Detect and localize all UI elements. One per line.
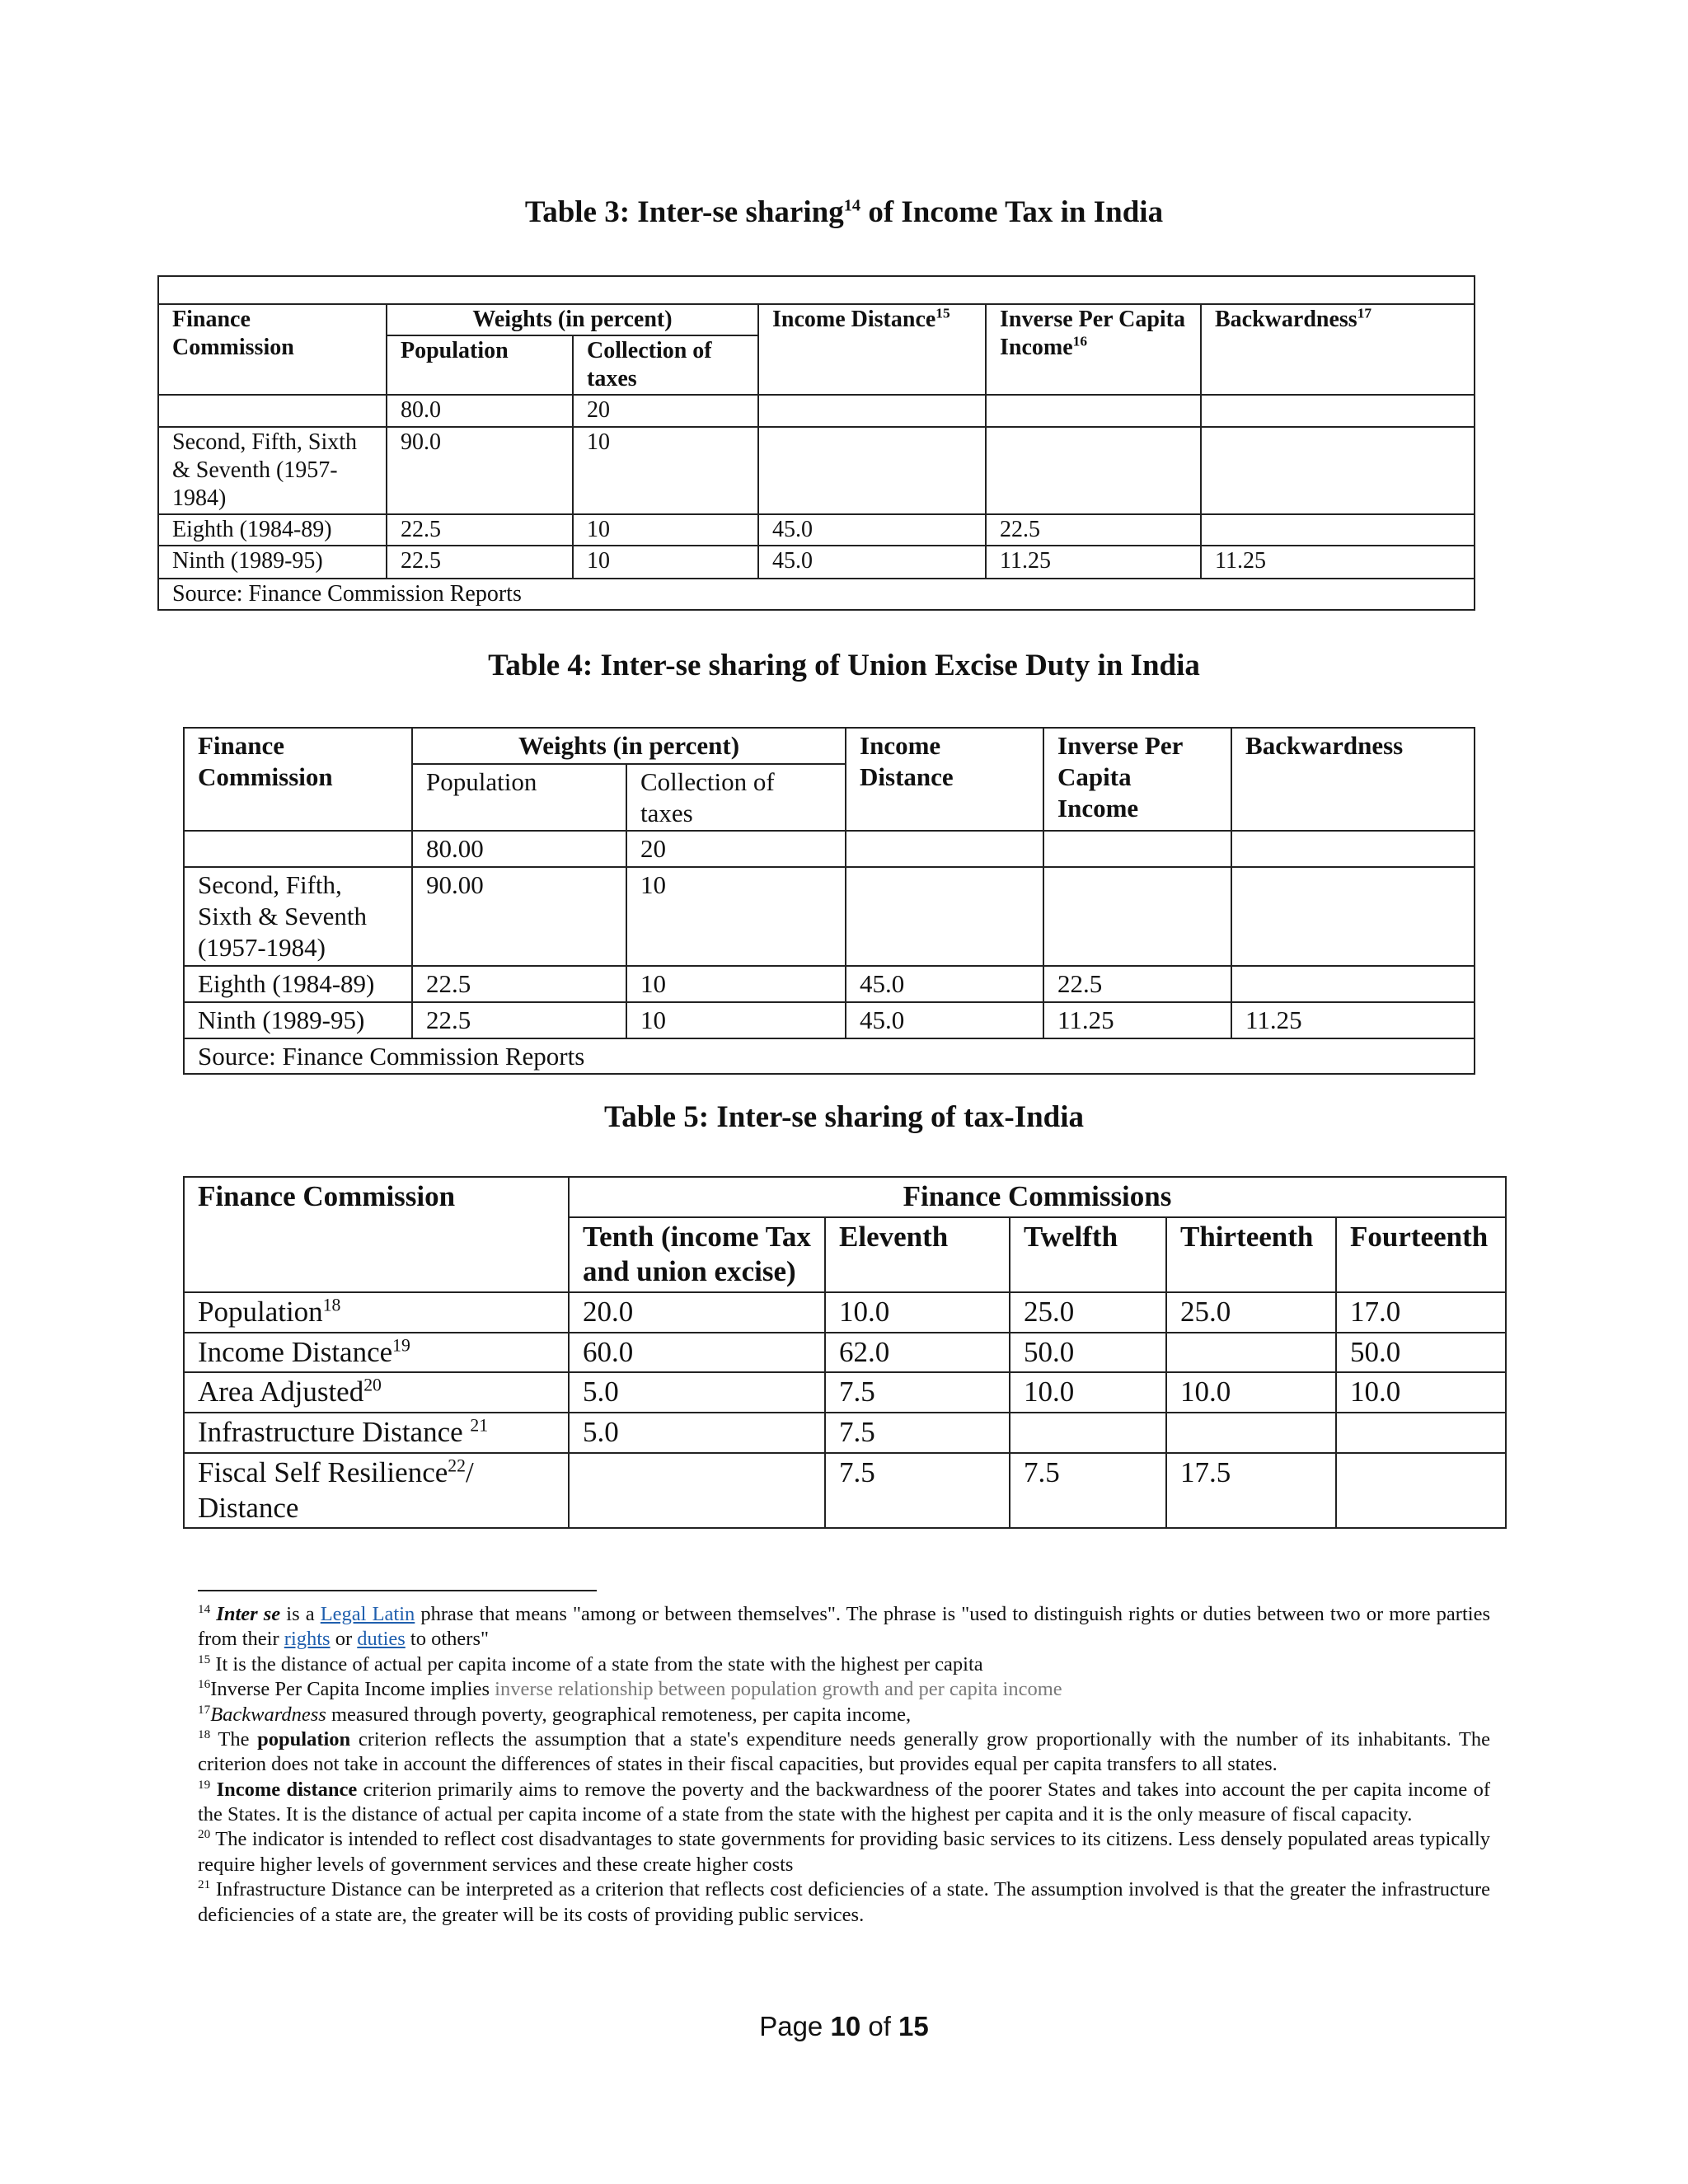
table5-header-fourteenth: Fourteenth <box>1336 1217 1506 1292</box>
table-row: Population$^{18}$ 20.0 10.0 25.0 25.0 17.0 <box>184 1292 1506 1333</box>
table3-header-inverse-per-capita: Inverse Per Capita Income$^{16}$ <box>986 304 1201 395</box>
table-row: Ninth (1989-95) 22.5 10 45.0 11.25 11.25 <box>184 1002 1475 1038</box>
table-row: Infrastructure Distance $^{21}$ 5.0 7.5 <box>184 1413 1506 1453</box>
table4-header-row <box>184 728 1475 764</box>
footnote-18: $^{18}$ The population criterion reflects the assumption that a state's expenditure needs generally grow proportionally with the number of its inhabitants. The criterion does not take in account the differences of states in their fiscal capacities, but provides equal per capita transfers to all states. <box>198 1727 1490 1776</box>
footnote-16: $^{16}$Inverse Per Capita Income implies inverse relationship between population growth and per capita income <box>198 1676 1062 1701</box>
table3-top-row <box>158 276 1475 304</box>
table5-header-finance-commissions: Finance Commissions <box>569 1177 1506 1217</box>
legal-latin-link[interactable]: Legal Latin <box>320 1603 415 1625</box>
table4 <box>183 727 1475 1075</box>
table-row: Second, Fifth, Sixth & Seventh (1957-1984) 90.00 10 <box>184 867 1475 965</box>
table5-header-twelfth: Twelfth <box>1010 1217 1166 1292</box>
row-label: Income Distance$^{19}$ <box>184 1333 569 1373</box>
table3-source: Source: Finance Commission Reports <box>158 579 1475 610</box>
footnote-19: $^{19}$ Income distance criterion primarily aims to remove the poverty and the backwardness of the poorer States and takes into account the per capita income of the States. It is the distance of actual per capita income of a state from the state with the highest per capita and it is the only measure of fiscal capacity. <box>198 1777 1491 1825</box>
footnote-15: $^{15}$ It is the distance of actual per capita income of a state from the state with the highest per capita <box>198 1652 983 1675</box>
table5-header-thirteenth: Thirteenth <box>1166 1217 1336 1292</box>
table3-header-population: Population <box>387 335 573 395</box>
rights-link[interactable]: rights <box>284 1628 331 1651</box>
footnote-17: $^{17}$Backwardness measured through poverty, geographical remoteness, per capita income, <box>198 1702 912 1726</box>
table3-caption: Table 3: Inter-se sharing$^{14}$ of Income Tax in India <box>524 195 1164 229</box>
footnotes <box>198 1602 1490 1928</box>
table3-header-income-distance: Income Distance$^{15}$ <box>758 304 986 395</box>
duties-link[interactable]: duties <box>357 1628 406 1651</box>
table4-header-population: Population <box>412 764 626 832</box>
table3-header-weights: Weights (in percent) <box>387 304 758 335</box>
table-row: Fiscal Self Resilience$^{22}$/ Distance 7.5 7.5 17.5 <box>184 1453 1506 1528</box>
table4-header-finance-commission: Finance Commission <box>184 728 412 831</box>
table3-source-row <box>158 579 1475 610</box>
row-label: Area Adjusted$^{20}$ <box>184 1372 569 1413</box>
table4-source-row <box>184 1038 1475 1075</box>
table4-caption: Table 4: Inter-se sharing of Union Excise Duty in India <box>488 649 1200 682</box>
table4-header-income-distance: Income Distance <box>846 728 1043 831</box>
table5 <box>183 1176 1507 1529</box>
table5-caption: Table 5: Inter-se sharing of tax-India <box>603 1100 1085 1134</box>
table3-header-collection: Collection of taxes <box>573 335 758 395</box>
footnote-20: $^{20}$ The indicator is intended to reflect cost disadvantages to state governments for providing basic services to its citizens. Less densely populated areas typically require higher levels of government services and these create higher costs <box>198 1827 1490 1876</box>
table3-header-finance-commission: Finance Commission <box>158 304 387 395</box>
footnote-14: $^{14}$ Inter se is a Legal Latin phrase that means "among or between themselves". The phrase is "used to distinguish rights or duties between two or more parties from their rights or duties to others" <box>198 1601 1490 1651</box>
table-row: Eighth (1984-89) 22.5 10 45.0 22.5 <box>184 966 1475 1002</box>
table-row: Income Distance$^{19}$ 60.0 62.0 50.0 50.0 <box>184 1333 1506 1373</box>
table4-header-weights: Weights (in percent) <box>412 728 846 764</box>
row-label: Fiscal Self Resilience$^{22}$/ Distance <box>184 1453 569 1528</box>
table3-header-row <box>158 304 1475 335</box>
table5-header-tenth: Tenth (income Tax and union excise) <box>569 1217 825 1292</box>
table-row: Ninth (1989-95) 22.5 10 45.0 11.25 11.25 <box>158 546 1475 579</box>
table-row: 80.00 20 <box>184 831 1475 867</box>
row-label: Population$^{18}$ <box>184 1292 569 1333</box>
table4-header-inverse-per-capita: Inverse Per Capita Income <box>1043 728 1231 831</box>
table-row: Area Adjusted$^{20}$ 5.0 7.5 10.0 10.0 10.0 <box>184 1372 1506 1413</box>
table4-header-collection: Collection of taxes <box>626 764 846 832</box>
table4-header-backwardness: Backwardness <box>1231 728 1475 831</box>
table4-source: Source: Finance Commission Reports <box>184 1038 1475 1075</box>
table-row: 80.0 20 <box>158 395 1475 426</box>
page-number: Page 10 of 15 <box>759 2011 929 2041</box>
table-row: Eighth (1984-89) 22.5 10 45.0 22.5 <box>158 514 1475 546</box>
table5-header-row <box>184 1177 1506 1217</box>
table3 <box>157 275 1475 611</box>
footnote-21: $^{21}$ Infrastructure Distance can be interpreted as a criterion that reflects cost deficiencies of a state. The assumption involved is that the greater the infrastructure deficiencies of a state are, the greater will be its costs of providing public services. <box>198 1877 1490 1926</box>
footnote-separator <box>198 1590 597 1591</box>
row-label: Infrastructure Distance $^{21}$ <box>184 1413 569 1453</box>
table5-header-finance-commission: Finance Commission <box>184 1177 569 1292</box>
table3-header-backwardness: Backwardness$^{17}$ <box>1201 304 1475 395</box>
table-row: Second, Fifth, Sixth & Seventh (1957-1984) 90.0 10 <box>158 427 1475 514</box>
table5-header-eleventh: Eleventh <box>825 1217 1010 1292</box>
